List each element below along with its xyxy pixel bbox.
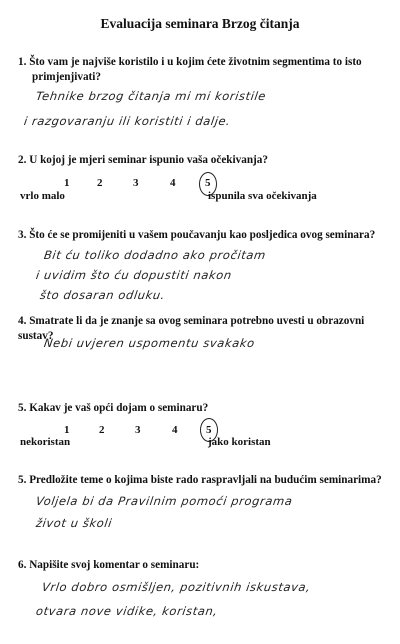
question-1-text-cont: primjenjivati? [32,71,101,83]
question-6-text: 5. Predložite teme o kojima biste rado raspravljali na budućim seminarima? [18,474,382,486]
answer-7-line-1: Vrlo dobro osmišljen, pozitivnih iskustava, [41,580,312,594]
q2-scale-1: 1 [64,177,70,189]
question-5-text: 5. Kakav je vaš opći dojam o seminaru? [18,402,209,414]
answer-4-line-1: Nebi uvjeren uspomentu svakako [43,336,256,350]
question-2-text: 2. U kojoj je mjeri seminar ispunio vaša očekivanja? [18,154,268,166]
answer-3-line-3: što dosaran odluku. [39,288,167,302]
answer-1-line-2: i razgovaranju ili koristiti i dalje. [23,114,232,128]
question-1 [18,55,388,85]
question-7-text: 6. Napišite svoj komentar o seminaru: [18,559,200,571]
q5-scale-1: 1 [64,424,70,436]
question-1-text: 1. Što vam je najviše koristilo i u kojim ćete životnim segmentima to isto [18,56,362,68]
answer-7-line-2: otvara nove vidike, koristan, [35,604,219,618]
q2-scale-5: 5 [205,177,211,189]
form-title: Evaluacija seminara Brzog čitanja [100,16,300,31]
answer-3-line-2: i uvidim što ću dopustiti nakon [35,268,233,282]
answer-6-line-1: Volјela bi da Pravilnim pomoći programa [35,494,294,508]
q5-scale-2: 2 [99,424,105,436]
question-4-text: 4. Smatrate li da je znanje sa ovog seminara potrebno uvesti u obrazovni sustav? [18,315,365,342]
q5-low-label: nekoristan [20,436,71,448]
q5-scale-3: 3 [135,424,141,436]
question-3-text: 3. Što će se promijeniti u vašem poučavanju kao posljedica ovog seminara? [18,229,376,241]
q5-scale-4: 4 [172,424,178,436]
q2-scale-4: 4 [170,177,176,189]
q2-scale-3: 3 [133,177,139,189]
q2-high-label: ispunila sva očekivanja [208,190,317,202]
answer-6-line-2: život u školi [35,516,114,530]
q5-scale-5: 5 [206,424,212,436]
q2-low-label: vrlo malo [20,190,65,202]
answer-3-line-1: Bit ću toliko dodadno ako pročitam [43,248,267,262]
q5-high-label: jako koristan [208,436,271,448]
q2-scale-2: 2 [97,177,103,189]
answer-1-line-1: Tehnike brzog čitanja mi mi koristile [35,89,268,103]
